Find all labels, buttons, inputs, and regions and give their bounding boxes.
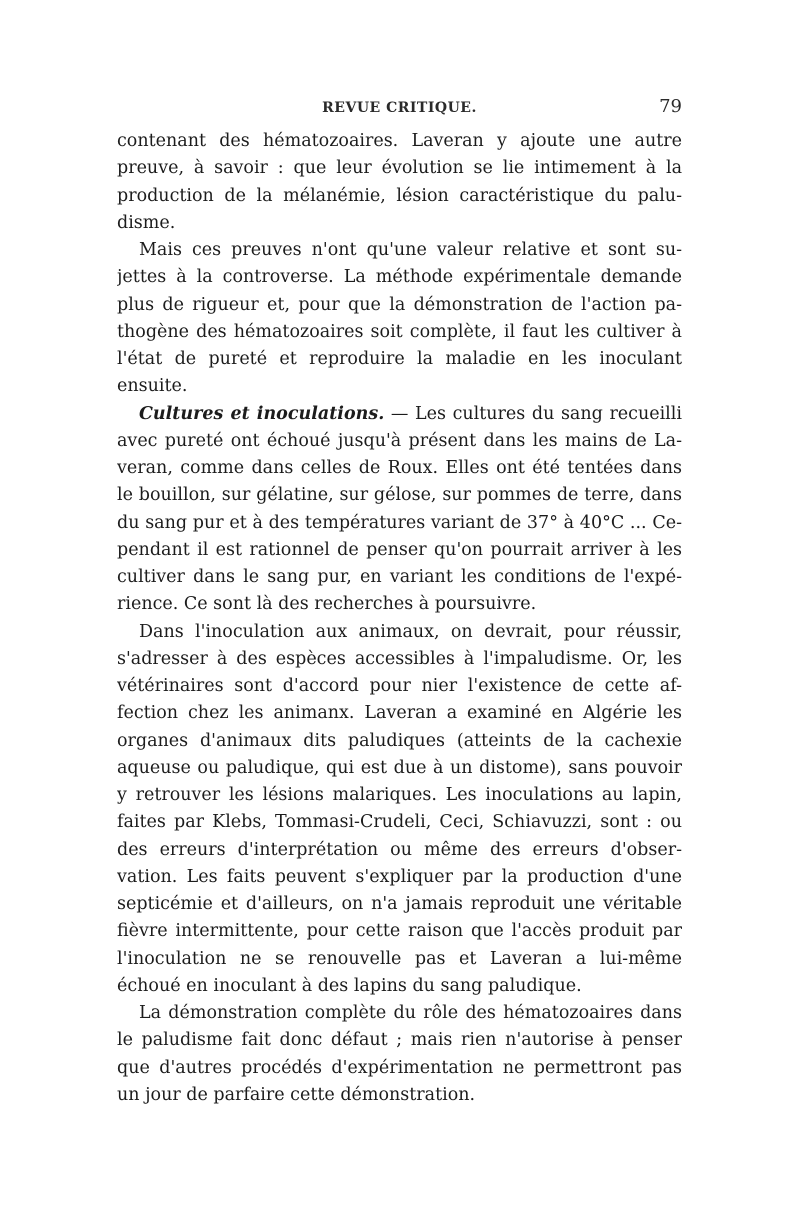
text-line: vétérinaires sont d'accord pour nier l'existence de cette af- — [117, 676, 682, 696]
text-line: avec pureté ont échoué jusqu'à présent dans les mains de La- — [117, 430, 682, 451]
text-line: fièvre intermittente, pour cette raison que l'accès produit par — [117, 921, 682, 942]
text-line: contenant des hématozoaires. Laveran y ajoute une autre — [117, 131, 682, 151]
paragraph — [117, 128, 682, 237]
paragraph — [117, 619, 682, 1001]
paragraph — [117, 1000, 682, 1109]
text-line: faites par Klebs, Tommasi-Crudeli, Ceci, Schiavuzzi, sont : ou — [117, 812, 682, 833]
section-first-line-text: — Les cultures du sang recueilli — [390, 403, 682, 424]
text-line: La démonstration complète du rôle des hématozoaires dans — [139, 1003, 682, 1023]
text-line: rience. Ce sont là des recherches à poursuivre. — [117, 594, 537, 615]
text-line: le paludisme fait donc défaut ; mais rien n'autorise à penser — [117, 1030, 682, 1051]
text-line: des erreurs d'interprétation ou même des erreurs d'obser- — [117, 839, 682, 860]
page-number: 79 — [659, 96, 682, 117]
paragraph — [117, 237, 682, 401]
text-line: production de la mélanémie, lésion caractéristique du palu- — [117, 185, 682, 206]
text-line: s'adresser à des espèces accessibles à l'impaludisme. Or, les — [117, 648, 682, 669]
text-line: ensuite. — [117, 376, 188, 397]
running-head: REVUE CRITIQUE. — [322, 100, 477, 116]
text-line: le bouillon, sur gélatine, sur gélose, sur pommes de terre, dans — [117, 485, 682, 506]
text-line: pendant il est rationnel de penser qu'on pourrait arriver à les — [117, 539, 682, 560]
text-line: disme. — [117, 212, 176, 233]
section-title: Cultures et inoculations. — [139, 403, 385, 424]
text-line: du sang pur et à des températures variant de 37° à 40°C ... Ce- — [117, 512, 682, 533]
text-line: fection chez les animanx. Laveran a examiné en Algérie les — [117, 703, 682, 724]
body-text — [117, 128, 682, 1109]
text-line: vation. Les faits peuvent s'expliquer par la production d'une — [117, 866, 682, 887]
text-line: organes d'animaux dits paludiques (atteints de la cachexie — [117, 730, 682, 751]
text-line: thogène des hématozoaires soit complète, il faut les cultiver à — [117, 321, 682, 342]
text-line: l'inoculation ne se renouvelle pas et Laveran a lui-même — [117, 948, 682, 969]
text-line: septicémie et d'ailleurs, on n'a jamais reproduit une véritable — [117, 894, 682, 914]
text-line: veran, comme dans celles de Roux. Elles ont été tentées dans — [117, 458, 682, 478]
text-line: que d'autres procédés d'expérimentation ne permettront pas — [117, 1057, 682, 1078]
paragraph — [117, 401, 682, 619]
section-first-line — [117, 401, 682, 428]
text-line: l'état de pureté et reproduire la maladie en les inoculant — [117, 349, 682, 369]
page-header — [117, 96, 682, 122]
text-line: Dans l'inoculation aux animaux, on devrait, pour réussir, — [139, 621, 682, 642]
text-line: plus de rigueur et, pour que la démonstration de l'action pa- — [117, 294, 682, 315]
text-line: preuve, à savoir : que leur évolution se lie intimement à la — [117, 158, 682, 179]
text-line: échoué en inoculant à des lapins du sang paludique. — [117, 975, 582, 996]
text-line: un jour de parfaire cette démonstration. — [117, 1084, 476, 1105]
text-line: y retrouver les lésions malariques. Les inoculations au lapin, — [117, 785, 682, 805]
text-line: aqueuse ou paludique, qui est due à un distome), sans pouvoir — [117, 757, 682, 778]
text-line: Mais ces preuves n'ont qu'une valeur relative et sont su- — [139, 240, 682, 260]
text-line: jettes à la controverse. La méthode expérimentale demande — [117, 267, 682, 288]
text-line: cultiver dans le sang pur, en variant les conditions de l'expé- — [117, 567, 682, 587]
